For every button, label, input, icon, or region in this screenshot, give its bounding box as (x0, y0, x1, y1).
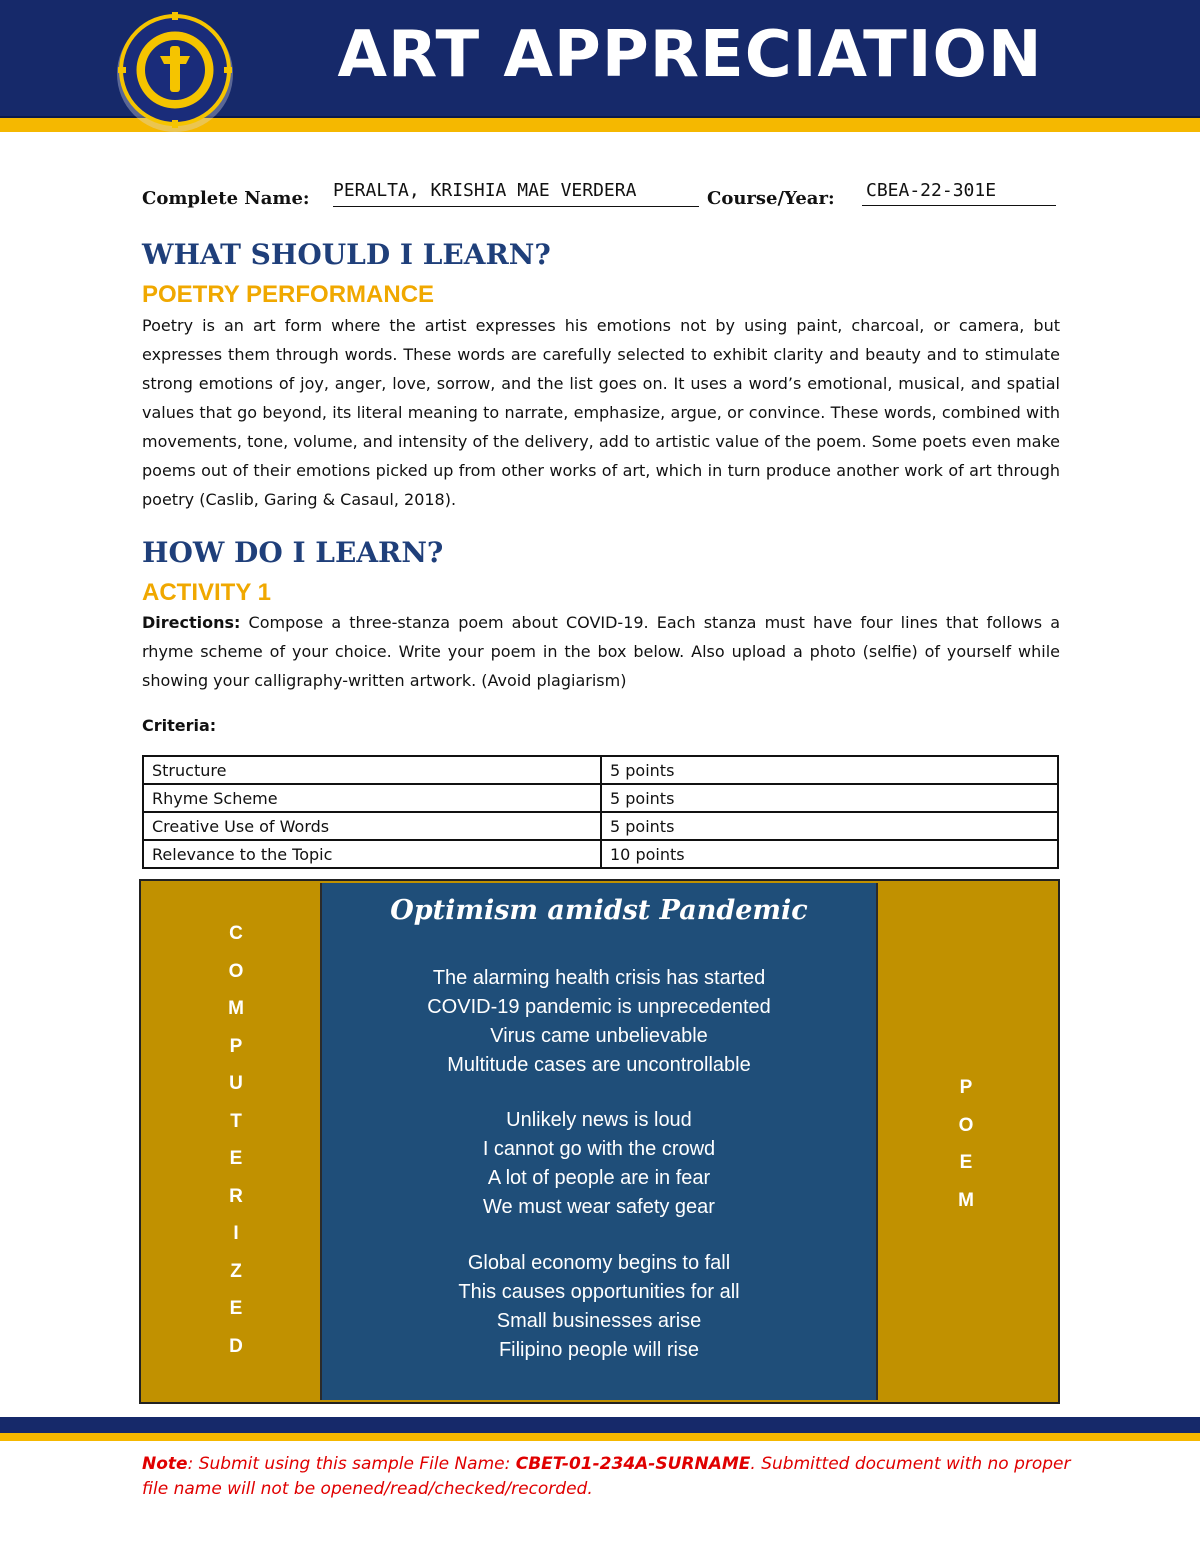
table-row (143, 812, 1058, 840)
name-field[interactable]: PERALTA, KRISHIA MAE VERDERA (333, 180, 699, 207)
page-title: ART APPRECIATION (337, 18, 1043, 92)
vertical-letter: P (959, 1077, 973, 1098)
computerized-vertical-label (216, 923, 256, 1373)
poem-line: We must wear safety gear (483, 1196, 715, 1218)
name-label: Complete Name: (142, 188, 310, 209)
criteria-table (142, 755, 1059, 869)
poem-line: The alarming health crisis has started (432, 967, 766, 989)
vertical-letter: C (229, 923, 243, 944)
vertical-letter: M (958, 1189, 974, 1211)
criteria-label: Criteria: (142, 716, 217, 735)
vertical-letter: Z (230, 1260, 242, 1282)
vertical-letter: R (229, 1185, 243, 1207)
table-row (143, 756, 1058, 784)
vertical-letter: U (229, 1073, 243, 1094)
poem-title: Optimism amidst Pandemic (390, 895, 808, 926)
vertical-letter: I (233, 1223, 239, 1244)
criteria-name: Rhyme Scheme (143, 784, 601, 812)
vertical-letter: O (228, 960, 244, 982)
vertical-letter: D (229, 1335, 243, 1357)
submission-note (142, 1452, 1072, 1502)
directions-label: Directions: (142, 613, 241, 632)
criteria-points: 5 points (601, 756, 1058, 784)
poem-line: I cannot go with the crowd (482, 1138, 716, 1160)
table-row (143, 840, 1058, 868)
poem-line: Small businesses arise (496, 1310, 702, 1332)
poetry-description: Poetry is an art form where the artist expresses his emotions not by using paint, charcoal, or camera, but expresses them through words. These words are carefully selected to exhibit clarity and beauty and to stimulate strong emotions of joy, anger, love, sorrow, and the list goes on. It uses a word’s emotional, musical, and spatial values that go beyond, its literal meaning to narrate, emphasize, argue, or convince. These words, combined with movements, tone, volume, and intensity of the delivery, add to artistic value of the poem. Some poets even make poems out of their emotions picked up from other works of art, which in turn produce another work of art through poetry (Caslib, Garing & Casaul, 2018). (142, 316, 1060, 509)
vertical-letter: M (228, 998, 244, 1019)
poem-line: Global economy begins to fall (467, 1252, 731, 1274)
criteria-name: Structure (143, 756, 601, 784)
vertical-letter: P (229, 1035, 243, 1057)
poem-stanza-2 (320, 1106, 878, 1222)
poem-line: COVID-19 pandemic is unprecedented (427, 996, 771, 1018)
poem-vertical-label (946, 1077, 986, 1227)
university-seal-icon (110, 12, 240, 142)
vertical-letter: E (229, 1298, 243, 1319)
note-label: Note (142, 1454, 188, 1474)
criteria-points: 5 points (601, 784, 1058, 812)
note-filename: CBET-01-234A-SURNAME (515, 1454, 751, 1474)
section-heading-how: HOW DO I LEARN? (142, 536, 444, 569)
criteria-points: 10 points (601, 840, 1058, 868)
vertical-letter: E (959, 1152, 973, 1173)
directions-text: Compose a three-stanza poem about COVID-19. Each stanza must have four lines that follows a rhyme scheme of your choice. Write your poem in the box below. Also upload a photo (selfie) of yourself while showing your calligraphy-written artwork. (Avoid plagiarism) (142, 613, 1060, 690)
activity-heading: ACTIVITY 1 (142, 579, 271, 606)
note-text: . Submitted document with no proper file name will not be opened/read/checked/recorded. (142, 1454, 1071, 1499)
poem-line: Multitude cases are uncontrollable (447, 1054, 751, 1076)
section-subheading-poetry: POETRY PERFORMANCE (142, 281, 435, 308)
vertical-letter: T (230, 1110, 242, 1132)
footer-gold-stripe (0, 1433, 1200, 1441)
vertical-letter: E (229, 1148, 243, 1169)
poem-line: Filipino people will rise (498, 1339, 700, 1361)
course-label: Course/Year: (707, 188, 835, 209)
table-row (143, 784, 1058, 812)
criteria-points: 5 points (601, 812, 1058, 840)
vertical-letter: O (958, 1114, 974, 1136)
footer-banner (0, 1417, 1200, 1433)
directions-paragraph (142, 608, 1060, 695)
note-text: : Submit using this sample File Name: (187, 1454, 516, 1474)
poem-stanza-3 (320, 1249, 878, 1365)
poem-line: A lot of people are in fear (487, 1167, 711, 1189)
poem-stanza-1 (320, 964, 878, 1080)
course-field[interactable]: CBEA-22-301E (862, 180, 1056, 206)
poem-line: Unlikely news is loud (506, 1109, 692, 1131)
criteria-name: Creative Use of Words (143, 812, 601, 840)
poem-line: This causes opportunities for all (458, 1281, 740, 1303)
poem-line: Virus came unbelievable (490, 1025, 708, 1047)
criteria-name: Relevance to the Topic (143, 840, 601, 868)
section-heading-learn: WHAT SHOULD I LEARN? (142, 238, 551, 271)
